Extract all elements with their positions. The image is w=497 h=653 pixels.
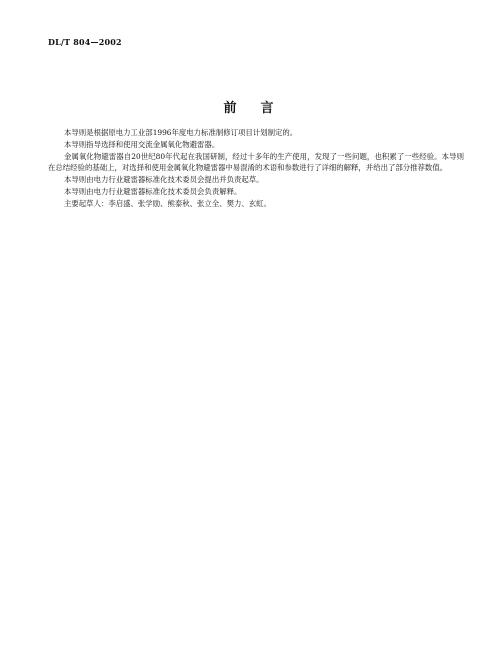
page-title: 前言 [223,101,298,116]
paragraph-proposer: 本导则由电力行业避雷器标准化技术委员会提出并负责起草。 [64,175,264,184]
paragraph-drafters: 主要起草人：李启盛、张学励、熊泰秋、张立全、樊力、玄虹。 [64,199,271,208]
paragraph-scope: 本导则指导选择和使用交流金属氧化物避雷器。 [64,140,220,149]
paragraph-interpreter: 本导则由电力行业避雷器标准化技术委员会负责解释。 [64,187,242,196]
standard-code: DL/T 804—2002 [48,37,122,47]
paragraph-basis: 本导则是根据原电力工业部1996年度电力标准制修订项目计划制定的。 [64,128,298,137]
foreword-body [48,127,464,210]
paragraph-background: 金属氧化物避雷器自20世纪80年代起在我国研制，经过十多年的生产使用，发现了一些问题，也积累了一些经验。本导则在总结经验的基础上，对选择和使用金属氧化物避雷器中易混淆的术语和参数进行了详细的解释，并给出了部分推荐数值。 [48,152,464,172]
